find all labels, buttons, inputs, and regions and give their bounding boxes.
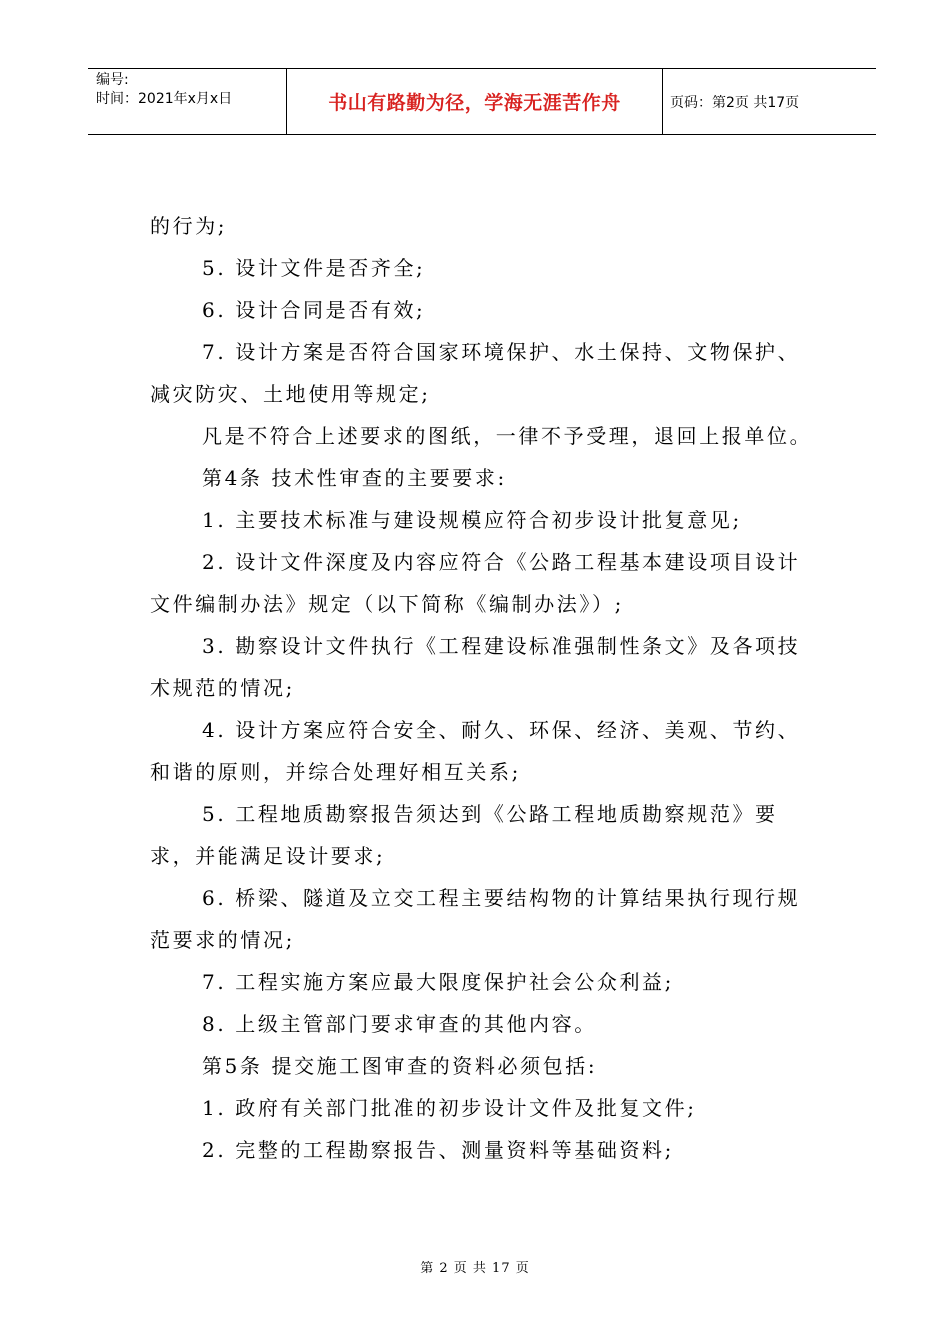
- paragraph: 1. 主要技术标准与建设规模应符合初步设计批复意见;: [202, 508, 742, 532]
- header-slogan: 书山有路勤为径，学海无涯苦作舟: [287, 69, 663, 134]
- paragraph: 凡是不符合上述要求的图纸，一律不予受理，退回上报单位。: [202, 424, 813, 448]
- paragraph: 2. 设计文件深度及内容应符合《公路工程基本建设项目设计文件编制办法》规定（以下简称《编制办法》）;: [150, 550, 801, 616]
- paragraph: 5. 设计文件是否齐全;: [202, 256, 426, 280]
- paragraph: 1. 政府有关部门批准的初步设计文件及批复文件;: [202, 1096, 697, 1120]
- paragraph: 3. 勘察设计文件执行《工程建设标准强制性条文》及各项技术规范的情况;: [150, 634, 801, 700]
- document-number-label: 编号:: [96, 72, 129, 88]
- paragraph: 7. 工程实施方案应最大限度保护社会公众利益;: [202, 970, 674, 994]
- paragraph: 2. 完整的工程勘察报告、测量资料等基础资料;: [202, 1138, 674, 1162]
- paragraph: 4. 设计方案应符合安全、耐久、环保、经济、美观、节约、和谐的原则，并综合处理好相互关系;: [150, 718, 801, 784]
- section-heading: 第5条 提交施工图审查的资料必须包括:: [202, 1054, 598, 1078]
- paragraph: 8. 上级主管部门要求审查的其他内容。: [202, 1012, 597, 1036]
- document-time-label: 时间：2021年x月x日: [96, 91, 233, 107]
- header-page-number: 页码：第2页 共17页: [670, 94, 800, 111]
- page-header: [88, 68, 876, 135]
- page-footer: 第 2 页 共 17 页: [420, 1261, 530, 1276]
- paragraph: 6. 桥梁、隧道及立交工程主要结构物的计算结果执行现行规范要求的情况;: [150, 886, 801, 952]
- section-heading: 第4条 技术性审查的主要要求:: [202, 466, 507, 490]
- header-meta: [88, 69, 287, 134]
- document-body: [150, 205, 820, 1171]
- paragraph: 7. 设计方案是否符合国家环境保护、水土保持、文物保护、减灾防灾、土地使用等规定;: [150, 340, 801, 406]
- paragraph: 5. 工程地质勘察报告须达到《公路工程地质勘察规范》要求，并能满足设计要求;: [150, 802, 778, 868]
- paragraph: 6. 设计合同是否有效;: [202, 298, 426, 322]
- paragraph: 的行为;: [150, 214, 228, 238]
